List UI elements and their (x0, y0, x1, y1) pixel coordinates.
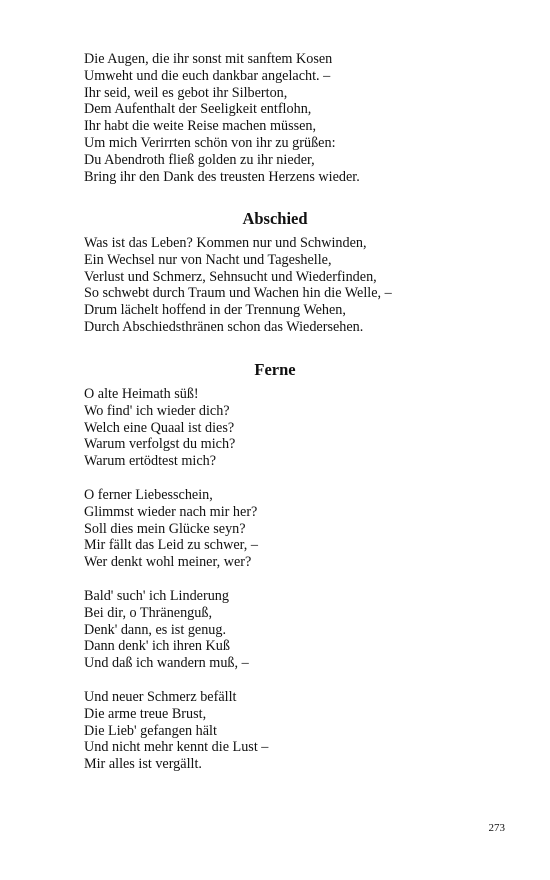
poem-line: O ferner Liebesschein, (84, 487, 213, 503)
poem-line: So schwebt durch Traum und Wachen hin die Welle, – (84, 285, 392, 302)
poem-line: Warum verfolgst du mich? (84, 436, 236, 453)
poem-line: Was ist das Leben? Kommen nur und Schwinden, (84, 235, 367, 251)
poem-line: Bei dir, o Thränenguß, (84, 604, 213, 621)
poem-line: Mir alles ist vergällt. (84, 756, 202, 773)
poem-line: Mir fällt das Leid zu schwer, – (84, 537, 258, 554)
poem-line: Und daß ich wandern muß, – (84, 655, 249, 672)
poem-line: Du Abendroth fließ golden zu ihr nieder, (84, 151, 315, 168)
page-number: 273 (488, 822, 505, 834)
poem-line: Wo find' ich wieder dich? (84, 402, 230, 419)
poem-title-ferne: Ferne (254, 360, 296, 379)
poem-line: Und neuer Schmerz befällt (84, 689, 237, 705)
poem-line: Durch Abschiedsthränen schon das Wiedersehen. (84, 318, 364, 335)
poem-line: Ihr habt die weite Reise machen müssen, (84, 118, 317, 135)
poem-title-abschied: Abschied (242, 209, 308, 228)
poem-line: Bald' such' ich Linderung (84, 588, 229, 604)
poem-stanza-abschied (84, 235, 504, 336)
poem-line: Dann denk' ich ihren Kuß (84, 638, 230, 655)
poem-stanza-ferne-1 (84, 386, 504, 470)
poem-stanza-ferne-3 (84, 588, 504, 672)
poem-line: Welch eine Quaal ist dies? (84, 419, 235, 436)
poem-line: O alte Heimath süß! (84, 386, 199, 402)
poem-line: Glimmst wieder nach mir her? (84, 503, 258, 520)
poem-line: Drum lächelt hoffend in der Trennung Wehen, (84, 302, 346, 319)
poem-line: Um mich Verirrten schön von ihr zu grüßen: (84, 134, 336, 151)
poem-line: Wer denkt wohl meiner, wer? (84, 554, 252, 571)
poem-line: Denk' dann, es ist genug. (84, 621, 227, 638)
poem-line: Umweht und die euch dankbar angelacht. – (84, 67, 331, 84)
poem-line: Bring ihr den Dank des treusten Herzens wieder. (84, 168, 360, 185)
poem-line: Ihr seid, weil es gebot ihr Silberton, (84, 84, 288, 101)
poem-line: Dem Aufenthalt der Seeligkeit entflohn, (84, 101, 312, 118)
poem-stanza-top (84, 51, 504, 185)
poem-line: Die Lieb' gefangen hält (84, 722, 217, 739)
poem-line: Und nicht mehr kennt die Lust – (84, 739, 269, 756)
poem-line: Die arme treue Brust, (84, 705, 207, 722)
poem-stanza-ferne-2 (84, 487, 504, 571)
poem-line: Soll dies mein Glücke seyn? (84, 520, 246, 537)
poem-stanza-ferne-4 (84, 689, 504, 773)
poem-line: Verlust und Schmerz, Sehnsucht und Wiederfinden, (84, 268, 377, 285)
poem-line: Ein Wechsel nur von Nacht und Tageshelle, (84, 251, 332, 268)
poem-line: Warum ertödtest mich? (84, 453, 217, 470)
poem-line: Die Augen, die ihr sonst mit sanftem Kosen (84, 51, 333, 67)
